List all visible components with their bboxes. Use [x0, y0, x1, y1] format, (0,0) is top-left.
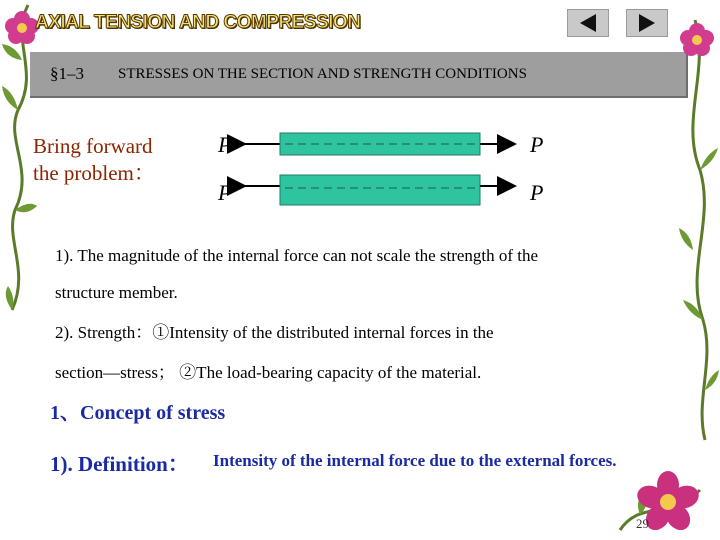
bottom-left-p-label: P	[218, 180, 232, 205]
top-right-p-label: P	[530, 132, 544, 157]
section-header-bar	[30, 52, 688, 98]
concept-heading: 1、Concept of stress	[50, 402, 226, 424]
right-vine-decoration	[655, 0, 720, 540]
top-left-p-label: P	[218, 132, 232, 157]
problem-heading	[33, 133, 155, 187]
body-line-3: 2). Strength：①Intensity of the distributed internal forces in the	[55, 323, 494, 342]
body-line-1: 1). The magnitude of the internal force can not scale the strength of the	[55, 246, 539, 265]
previous-slide-button[interactable]	[567, 9, 609, 37]
section-title: STRESSES ON THE SECTION AND STRENGTH CONDITIONS	[118, 66, 527, 82]
definition-text: Intensity of the internal force due to the external forces.	[213, 451, 617, 470]
bottom-bar	[280, 175, 480, 205]
definition-label: 1). Definition：	[50, 452, 189, 476]
flower-decoration	[610, 460, 710, 540]
bottom-right-p-label: P	[530, 180, 544, 205]
problem-line-1: Bring forward	[33, 134, 153, 158]
problem-line-2: the problem：	[33, 161, 155, 185]
section-number: §1–3	[50, 64, 84, 83]
page-title: AXIAL TENSION AND COMPRESSION	[35, 12, 361, 33]
body-line-2: structure member.	[55, 283, 178, 302]
body-line-4: section—stress； ②The load-bearing capacity of the material.	[55, 363, 482, 382]
triangle-left-icon	[568, 10, 608, 36]
tension-bar-diagram	[210, 120, 560, 220]
page-number: 29	[636, 516, 649, 531]
